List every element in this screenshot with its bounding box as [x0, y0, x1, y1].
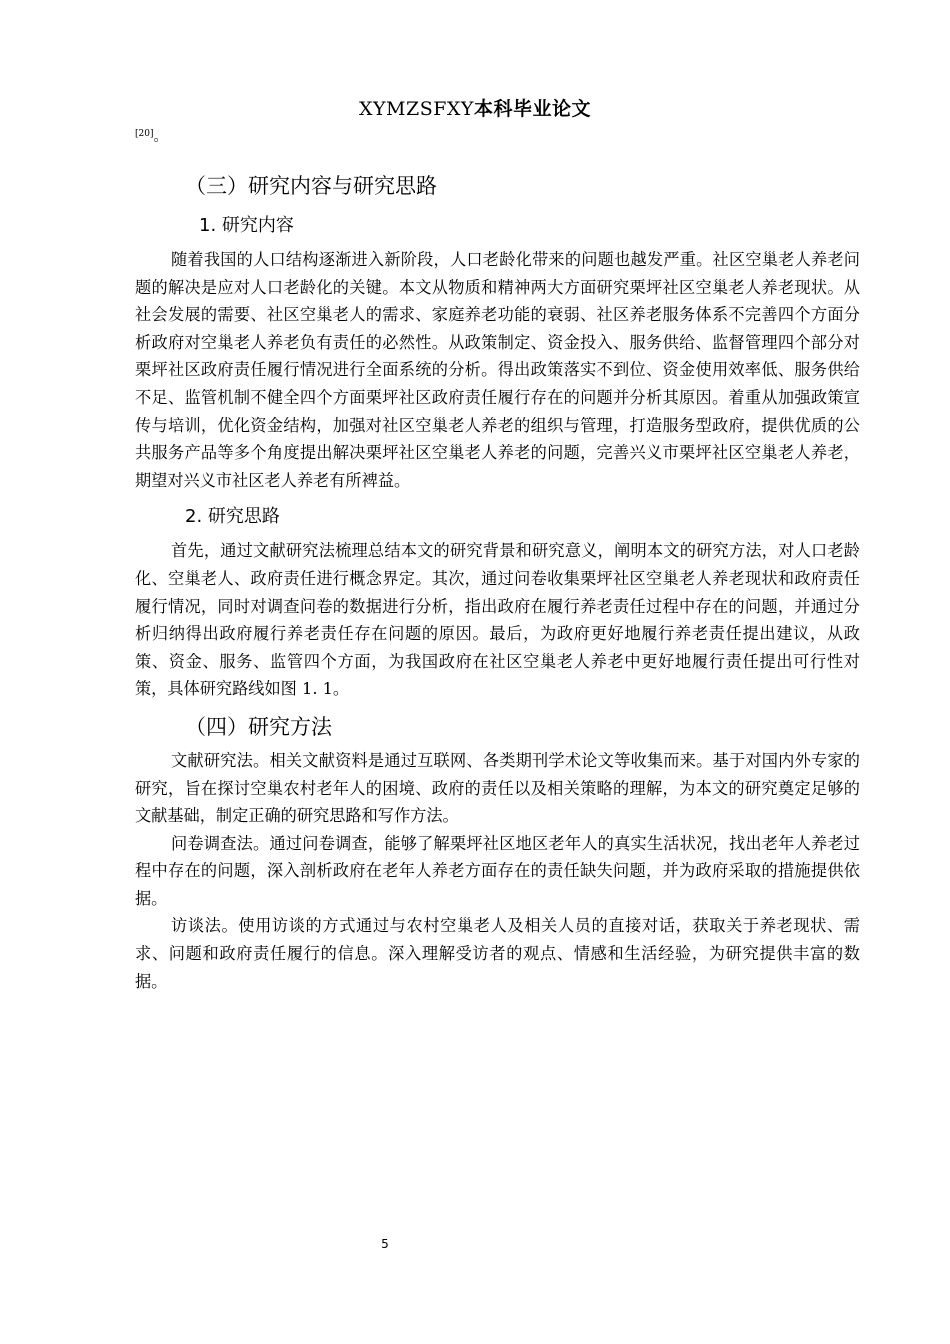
section-heading-3: （三）研究内容与研究思路 — [185, 174, 437, 198]
header-code: XYMZSFXY — [358, 98, 474, 120]
citation-tail — [135, 126, 167, 146]
section-heading-4: （四）研究方法 — [185, 714, 332, 739]
paragraph-research-content: 随着我国的人口结构逐渐进入新阶段，人口老龄化带来的问题也越发严重。社区空巢老人养老问题的解决是应对人口老龄化的关键。本文从物质和精神两大方面研究栗坪社区空巢老人养老现状。从社会发展的需要、社区空巢老人的需求、家庭养老功能的衰弱、社区养老服务体系不完善四个方面分析政府对空巢老人养老负有责任的必然性。从政策制定、资金投入、服务供给、监督管理四个部分对栗坪社区政府责任履行情况进行全面系统的分析。得出政策落实不到位、资金使用效率低、服务供给不足、监管机制不健全四个方面栗坪社区政府责任履行存在的问题并分析其原因。着重从加强政策宣传与培训，优化资金结构，加强对社区空巢老人养老的组织与管理，打造服务型政府，提供优质的公共服务产品等多个角度提出解决栗坪社区空巢老人养老的问题，完善兴义市栗坪社区空巢老人养老，期望对兴义市社区老人养老有所裨益。 — [135, 250, 860, 490]
paragraph-literature-method: 文献研究法。相关文献资料是通过互联网、各类期刊学术论文等收集而来。基于对国内外专家的研究，旨在探讨空巢农村老年人的困境、政府的责任以及相关策略的理解，为本文的研究奠定足够的文献基础，制定正确的研究思路和写作方法。 — [135, 750, 860, 826]
header-title: 本科毕业论文 — [473, 98, 591, 120]
page-number: 5 — [381, 1237, 389, 1251]
paragraph-interview-method: 访谈法。使用访谈的方式通过与农村空巢老人及相关人员的直接对话，获取关于养老现状、需求、问题和政府责任履行的信息。深入理解受访者的观点、情感和生活经验，为研究提供丰富的数据。 — [135, 916, 860, 991]
subsection-heading-research-content: 1. 研究内容 — [199, 215, 294, 236]
paragraph-questionnaire-method: 问卷调查法。通过问卷调查，能够了解栗坪社区地区老年人的真实生活状况，找出老年人养老过程中存在的问题，深入剖析政府在老年人养老方面存在的责任缺失问题，并为政府采取的措施提供依据。 — [135, 833, 860, 908]
page-header — [0, 94, 950, 121]
body-content — [135, 160, 860, 995]
citation-punct: 。 — [153, 129, 168, 145]
citation-ref: [20] — [135, 129, 154, 139]
paragraph-research-approach: 首先，通过文献研究法梳理总结本文的研究背景和研究意义，阐明本文的研究方法，对人口老龄化、空巢老人、政府责任进行概念界定。其次，通过问卷收集栗坪社区空巢老人养老现状和政府责任履行情况，同时对调查问卷的数据进行分析，指出政府在履行养老责任过程中存在的问题，并通过分析归纳得出政府履行养老责任存在问题的原因。最后，为政府更好地履行养老责任提出建议，从政策、资金、服务、监管四个方面，为我国政府在社区空巢老人养老中更好地履行责任提出可行性对策，具体研究路线如图 1. 1。 — [135, 541, 860, 699]
subsection-heading-research-approach: 2. 研究思路 — [185, 506, 280, 528]
